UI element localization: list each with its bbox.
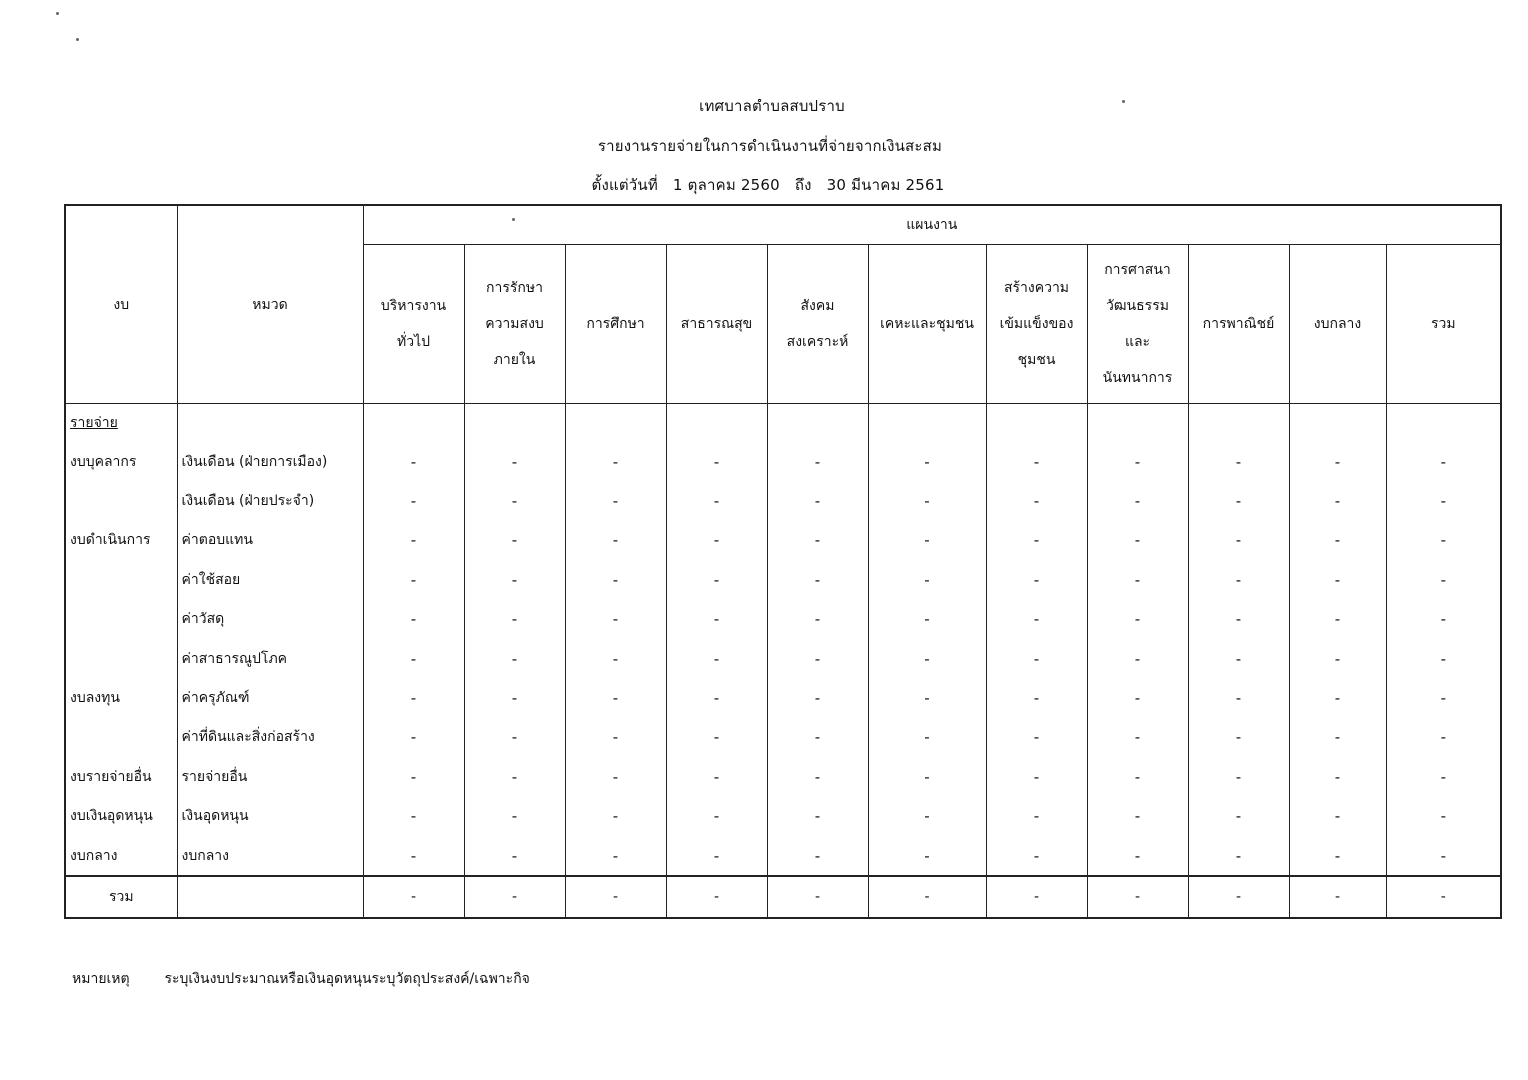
total-row-category (177, 876, 363, 918)
table-row (65, 560, 1501, 599)
cell-value: - (1087, 678, 1188, 717)
cell-value: - (1386, 718, 1501, 757)
expense-report-table (64, 204, 1502, 919)
cell-ngob: งบบุคลากร (65, 442, 177, 481)
table-row (65, 836, 1501, 876)
cell-value: - (464, 560, 565, 599)
cell-value: - (565, 757, 666, 796)
total-cell-value: - (868, 876, 986, 918)
scan-speck (76, 38, 79, 41)
cell-value: - (363, 718, 464, 757)
cell-value: - (1188, 442, 1289, 481)
column-header-plan (1087, 245, 1188, 404)
cell-value: - (1289, 442, 1386, 481)
cell-value: - (1289, 678, 1386, 717)
cell-value: - (565, 560, 666, 599)
cell-category: เงินเดือน (ฝ่ายประจำ) (177, 481, 363, 520)
column-header-plan-text (364, 288, 464, 360)
total-row-label: รวม (65, 876, 177, 918)
cell-value: - (1386, 797, 1501, 836)
total-cell-value: - (986, 876, 1087, 918)
scan-speck (56, 12, 59, 15)
cell-category: ค่าตอบแทน (177, 521, 363, 560)
cell-value: - (565, 521, 666, 560)
total-cell-value: - (464, 876, 565, 918)
table-row (65, 639, 1501, 678)
column-header-plan (1289, 245, 1386, 404)
cell-value: - (464, 521, 565, 560)
cell-value: - (565, 797, 666, 836)
cell-category: เงินเดือน (ฝ่ายการเมือง) (177, 442, 363, 481)
cell-value: - (565, 639, 666, 678)
cell-value: - (986, 757, 1087, 796)
cell-value: - (666, 797, 767, 836)
cell-value: - (666, 442, 767, 481)
column-header-plan-line: ชุมชน (1017, 352, 1056, 368)
cell-value: - (868, 521, 986, 560)
cell-value: - (1188, 560, 1289, 599)
cell-value: - (1289, 481, 1386, 520)
cell-value: - (1386, 678, 1501, 717)
column-header-plan (767, 245, 868, 404)
cell-value: - (464, 836, 565, 876)
cell-value: - (986, 442, 1087, 481)
cell-value: - (986, 560, 1087, 599)
cell-value: - (1188, 718, 1289, 757)
total-cell-value: - (666, 876, 767, 918)
cell-value: - (1289, 836, 1386, 876)
total-cell-value: - (363, 876, 464, 918)
cell-value: - (1289, 560, 1386, 599)
total-cell-value: - (1386, 876, 1501, 918)
cell-value: - (363, 481, 464, 520)
cell-value: - (464, 600, 565, 639)
cell-value: - (868, 560, 986, 599)
column-header-plan-text (566, 306, 666, 342)
period-end: 30 มีนาคม 2561 (826, 176, 945, 194)
column-header-plan-text (1189, 306, 1289, 342)
column-header-plan-line: สร้างความ (1003, 280, 1070, 296)
table-row (65, 718, 1501, 757)
column-header-plan-text (465, 270, 565, 378)
column-header-plan (986, 245, 1087, 404)
section-label: รายจ่าย (70, 415, 118, 431)
cell-value: - (1188, 836, 1289, 876)
cell-value: - (767, 836, 868, 876)
cell-value: - (666, 836, 767, 876)
cell-value: - (1386, 442, 1501, 481)
cell-value: - (986, 481, 1087, 520)
cell-value: - (666, 521, 767, 560)
cell-value: - (1386, 600, 1501, 639)
cell-value: - (767, 600, 868, 639)
period-start: 1 ตุลาคม 2560 (672, 176, 780, 194)
cell-value: - (868, 442, 986, 481)
column-header-plan (1188, 245, 1289, 404)
cell-category: รายจ่ายอื่น (177, 757, 363, 796)
cell-value: - (1188, 600, 1289, 639)
cell-value: - (666, 560, 767, 599)
column-header-plan-line: และ (1124, 334, 1151, 350)
cell-value: - (1188, 757, 1289, 796)
cell-value: - (1087, 560, 1188, 599)
column-header-plan-line: นันทนาการ (1102, 370, 1173, 386)
column-header-plan-line: สาธารณสุข (680, 316, 753, 332)
cell-value: - (1289, 639, 1386, 678)
column-header-plan-line: งบกลาง (1313, 316, 1362, 332)
cell-ngob (65, 481, 177, 520)
table-row (65, 442, 1501, 481)
total-cell-value: - (767, 876, 868, 918)
column-header-plan-line: เข้มแข็งของ (999, 316, 1074, 332)
cell-value: - (986, 521, 1087, 560)
cell-value: - (363, 560, 464, 599)
table-row (65, 521, 1501, 560)
cell-value: - (1386, 481, 1501, 520)
period-prefix: ตั้งแต่วันที่ (591, 176, 658, 194)
cell-value: - (1188, 481, 1289, 520)
column-header-plan-line: ความสงบ (485, 316, 544, 332)
cell-value: - (666, 600, 767, 639)
column-header-plan (565, 245, 666, 404)
column-header-plan-line: การรักษา (486, 280, 543, 296)
cell-value: - (868, 639, 986, 678)
cell-value: - (767, 797, 868, 836)
cell-ngob: งบกลาง (65, 836, 177, 876)
column-header-plan-line: สงเคราะห์ (786, 334, 849, 350)
cell-value: - (1289, 600, 1386, 639)
column-header-plan-line: การศึกษา (586, 316, 645, 332)
column-header-total: รวม (1386, 245, 1501, 404)
cell-value: - (1188, 678, 1289, 717)
table-row (65, 600, 1501, 639)
column-header-plan-line: การพาณิชย์ (1202, 316, 1275, 332)
cell-value: - (1289, 757, 1386, 796)
cell-value: - (986, 678, 1087, 717)
column-header-category: หมวด (177, 205, 363, 404)
cell-value: - (1087, 757, 1188, 796)
total-cell-value: - (1188, 876, 1289, 918)
cell-value: - (666, 481, 767, 520)
cell-value: - (986, 600, 1087, 639)
cell-value: - (986, 718, 1087, 757)
cell-value: - (1386, 639, 1501, 678)
cell-value: - (868, 836, 986, 876)
column-header-plan (868, 245, 986, 404)
total-cell-value: - (565, 876, 666, 918)
cell-value: - (363, 521, 464, 560)
cell-value: - (565, 442, 666, 481)
column-header-plan-line: เคหะและชุมชน (880, 316, 974, 332)
cell-value: - (868, 678, 986, 717)
cell-ngob (65, 639, 177, 678)
cell-value: - (1087, 442, 1188, 481)
cell-value: - (565, 836, 666, 876)
cell-ngob: งบเงินอุดหนุน (65, 797, 177, 836)
cell-value: - (464, 678, 565, 717)
cell-value: - (1087, 718, 1188, 757)
cell-category: ค่าครุภัณฑ์ (177, 678, 363, 717)
cell-ngob (65, 718, 177, 757)
cell-value: - (1087, 797, 1188, 836)
cell-value: - (767, 442, 868, 481)
cell-ngob: งบลงทุน (65, 678, 177, 717)
column-header-plan-line: บริหารงาน (380, 298, 447, 314)
cell-value: - (666, 678, 767, 717)
cell-value: - (363, 442, 464, 481)
table-row (65, 481, 1501, 520)
footnote (72, 968, 530, 990)
cell-value: - (868, 797, 986, 836)
cell-value: - (363, 797, 464, 836)
cell-value: - (1188, 521, 1289, 560)
cell-value: - (1289, 797, 1386, 836)
cell-category: ค่าที่ดินและสิ่งก่อสร้าง (177, 718, 363, 757)
cell-value: - (1087, 481, 1188, 520)
cell-category: เงินอุดหนุน (177, 797, 363, 836)
cell-value: - (1386, 836, 1501, 876)
cell-value: - (1289, 718, 1386, 757)
column-header-plan-line: ภายใน (493, 352, 536, 368)
cell-value: - (767, 678, 868, 717)
cell-category: ค่าวัสดุ (177, 600, 363, 639)
cell-value: - (1087, 521, 1188, 560)
column-group-plan: แผนงาน (363, 205, 1501, 245)
cell-value: - (986, 797, 1087, 836)
scan-speck (1122, 100, 1125, 103)
cell-value: - (363, 678, 464, 717)
cell-value: - (666, 639, 767, 678)
cell-value: - (1087, 600, 1188, 639)
cell-value: - (464, 442, 565, 481)
column-header-plan-text (667, 306, 767, 342)
cell-category: งบกลาง (177, 836, 363, 876)
scan-speck (512, 218, 515, 221)
cell-value: - (565, 481, 666, 520)
column-header-plan-text (768, 288, 868, 360)
cell-value: - (464, 718, 565, 757)
cell-value: - (1386, 757, 1501, 796)
cell-value: - (986, 639, 1087, 678)
cell-value: - (767, 757, 868, 796)
total-cell-value: - (1289, 876, 1386, 918)
cell-value: - (868, 481, 986, 520)
cell-value: - (1386, 521, 1501, 560)
cell-value: - (767, 560, 868, 599)
cell-value: - (565, 678, 666, 717)
table-row (65, 797, 1501, 836)
cell-value: - (1087, 836, 1188, 876)
cell-value: - (1188, 797, 1289, 836)
cell-value: - (363, 836, 464, 876)
cell-value: - (868, 718, 986, 757)
footnote-text: ระบุเงินงบประมาณหรือเงินอุดหนุนระบุวัตถุประสงค์/เฉพาะกิจ (164, 971, 530, 987)
cell-value: - (868, 600, 986, 639)
column-header-plan-line: วัฒนธรรม (1106, 298, 1169, 314)
cell-value: - (565, 600, 666, 639)
cell-value: - (767, 521, 868, 560)
cell-value: - (1289, 521, 1386, 560)
cell-value: - (363, 600, 464, 639)
cell-value: - (986, 836, 1087, 876)
cell-value: - (363, 757, 464, 796)
cell-category: ค่าใช้สอย (177, 560, 363, 599)
column-header-plan-line: สังคม (800, 298, 835, 314)
cell-value: - (666, 757, 767, 796)
cell-value: - (464, 639, 565, 678)
cell-value: - (666, 718, 767, 757)
column-header-plan-line: การศาสนา (1104, 262, 1171, 278)
cell-category: ค่าสาธารณูปโภค (177, 639, 363, 678)
column-header-plan-line: ทั่วไป (396, 334, 431, 350)
column-header-plan (666, 245, 767, 404)
report-period (4, 173, 1528, 197)
column-header-plan (464, 245, 565, 404)
cell-ngob: งบรายจ่ายอื่น (65, 757, 177, 796)
cell-value: - (565, 718, 666, 757)
cell-ngob (65, 560, 177, 599)
cell-value: - (868, 757, 986, 796)
footnote-label: หมายเหตุ (72, 971, 130, 987)
cell-ngob: งบดำเนินการ (65, 521, 177, 560)
cell-value: - (767, 718, 868, 757)
report-org-title: เทศบาลตำบลสบปราบ (699, 97, 845, 115)
report-title: รายงานรายจ่ายในการดำเนินงานที่จ่ายจากเงินสะสม (597, 137, 943, 155)
table-row (65, 757, 1501, 796)
total-cell-value: - (1087, 876, 1188, 918)
cell-value: - (363, 639, 464, 678)
column-header-plan-text (1088, 252, 1188, 396)
cell-value: - (767, 481, 868, 520)
cell-value: - (1188, 639, 1289, 678)
cell-value: - (464, 481, 565, 520)
cell-value: - (767, 639, 868, 678)
column-header-plan-text (987, 270, 1087, 378)
cell-ngob (65, 600, 177, 639)
cell-value: - (464, 797, 565, 836)
cell-value: - (1087, 639, 1188, 678)
table-row (65, 678, 1501, 717)
column-header-plan-text (1290, 306, 1386, 342)
column-header-ngob: งบ (65, 205, 177, 404)
cell-value: - (464, 757, 565, 796)
column-header-plan (363, 245, 464, 404)
section-label-cell (65, 404, 177, 443)
column-header-plan-text (869, 306, 986, 342)
cell-value: - (1386, 560, 1501, 599)
period-to: ถึง (794, 176, 812, 194)
